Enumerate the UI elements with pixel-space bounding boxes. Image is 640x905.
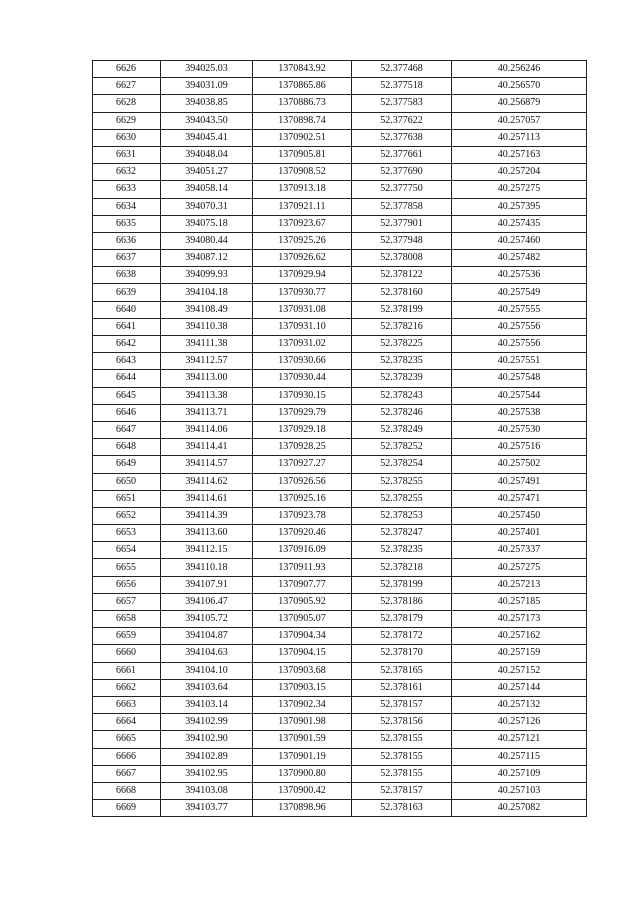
latitude-cell: 40.257213: [452, 576, 587, 593]
y-coordinate-cell: 1370904.34: [253, 628, 352, 645]
latitude-cell: 40.257159: [452, 645, 587, 662]
y-coordinate-cell: 1370904.15: [253, 645, 352, 662]
latitude-cell: 40.257132: [452, 696, 587, 713]
x-coordinate-cell: 394038.85: [161, 95, 253, 112]
y-coordinate-cell: 1370843.92: [253, 61, 352, 78]
longitude-cell: 52.378155: [352, 748, 452, 765]
y-coordinate-cell: 1370900.42: [253, 782, 352, 799]
table-row: [93, 112, 587, 129]
table-row: [93, 439, 587, 456]
longitude-cell: 52.378155: [352, 765, 452, 782]
point-number-cell: 6665: [93, 731, 161, 748]
table-row: [93, 370, 587, 387]
latitude-cell: 40.257401: [452, 525, 587, 542]
x-coordinate-cell: 394045.41: [161, 129, 253, 146]
y-coordinate-cell: 1370908.52: [253, 164, 352, 181]
longitude-cell: 52.378165: [352, 662, 452, 679]
y-coordinate-cell: 1370931.02: [253, 336, 352, 353]
table-row: [93, 421, 587, 438]
table-row: [93, 628, 587, 645]
table-row: [93, 593, 587, 610]
longitude-cell: 52.377690: [352, 164, 452, 181]
longitude-cell: 52.378216: [352, 318, 452, 335]
x-coordinate-cell: 394058.14: [161, 181, 253, 198]
x-coordinate-cell: 394112.15: [161, 542, 253, 559]
point-number-cell: 6634: [93, 198, 161, 215]
table-row: [93, 404, 587, 421]
x-coordinate-cell: 394111.38: [161, 336, 253, 353]
y-coordinate-cell: 1370905.92: [253, 593, 352, 610]
y-coordinate-cell: 1370929.18: [253, 421, 352, 438]
point-number-cell: 6648: [93, 439, 161, 456]
y-coordinate-cell: 1370926.56: [253, 473, 352, 490]
latitude-cell: 40.257556: [452, 318, 587, 335]
latitude-cell: 40.257275: [452, 559, 587, 576]
y-coordinate-cell: 1370930.66: [253, 353, 352, 370]
point-number-cell: 6666: [93, 748, 161, 765]
x-coordinate-cell: 394114.39: [161, 507, 253, 524]
y-coordinate-cell: 1370929.79: [253, 404, 352, 421]
point-number-cell: 6631: [93, 146, 161, 163]
table-row: [93, 645, 587, 662]
table-row: [93, 301, 587, 318]
longitude-cell: 52.378239: [352, 370, 452, 387]
latitude-cell: 40.257435: [452, 215, 587, 232]
y-coordinate-cell: 1370921.11: [253, 198, 352, 215]
latitude-cell: 40.257450: [452, 507, 587, 524]
x-coordinate-cell: 394103.08: [161, 782, 253, 799]
longitude-cell: 52.378247: [352, 525, 452, 542]
point-number-cell: 6650: [93, 473, 161, 490]
x-coordinate-cell: 394114.41: [161, 439, 253, 456]
latitude-cell: 40.257162: [452, 628, 587, 645]
longitude-cell: 52.377858: [352, 198, 452, 215]
y-coordinate-cell: 1370911.93: [253, 559, 352, 576]
latitude-cell: 40.257121: [452, 731, 587, 748]
latitude-cell: 40.257113: [452, 129, 587, 146]
y-coordinate-cell: 1370927.27: [253, 456, 352, 473]
y-coordinate-cell: 1370898.74: [253, 112, 352, 129]
longitude-cell: 52.377901: [352, 215, 452, 232]
y-coordinate-cell: 1370902.34: [253, 696, 352, 713]
x-coordinate-cell: 394104.18: [161, 284, 253, 301]
longitude-cell: 52.377518: [352, 78, 452, 95]
longitude-cell: 52.378255: [352, 473, 452, 490]
longitude-cell: 52.378252: [352, 439, 452, 456]
table-row: [93, 284, 587, 301]
latitude-cell: 40.257163: [452, 146, 587, 163]
x-coordinate-cell: 394112.57: [161, 353, 253, 370]
table-row: [93, 78, 587, 95]
table-row: [93, 714, 587, 731]
longitude-cell: 52.378243: [352, 387, 452, 404]
x-coordinate-cell: 394080.44: [161, 232, 253, 249]
longitude-cell: 52.377948: [352, 232, 452, 249]
latitude-cell: 40.257144: [452, 679, 587, 696]
point-number-cell: 6647: [93, 421, 161, 438]
point-number-cell: 6655: [93, 559, 161, 576]
table-row: [93, 387, 587, 404]
table-row: [93, 318, 587, 335]
x-coordinate-cell: 394110.38: [161, 318, 253, 335]
y-coordinate-cell: 1370900.80: [253, 765, 352, 782]
longitude-cell: 52.377750: [352, 181, 452, 198]
y-coordinate-cell: 1370901.98: [253, 714, 352, 731]
y-coordinate-cell: 1370865.86: [253, 78, 352, 95]
y-coordinate-cell: 1370931.10: [253, 318, 352, 335]
point-number-cell: 6669: [93, 800, 161, 817]
y-coordinate-cell: 1370903.68: [253, 662, 352, 679]
longitude-cell: 52.378186: [352, 593, 452, 610]
longitude-cell: 52.378163: [352, 800, 452, 817]
x-coordinate-cell: 394099.93: [161, 267, 253, 284]
point-number-cell: 6652: [93, 507, 161, 524]
latitude-cell: 40.257544: [452, 387, 587, 404]
latitude-cell: 40.257115: [452, 748, 587, 765]
latitude-cell: 40.257395: [452, 198, 587, 215]
longitude-cell: 52.378179: [352, 611, 452, 628]
table-row: [93, 129, 587, 146]
table-row: [93, 232, 587, 249]
table-row: [93, 198, 587, 215]
latitude-cell: 40.257126: [452, 714, 587, 731]
y-coordinate-cell: 1370930.44: [253, 370, 352, 387]
latitude-cell: 40.257502: [452, 456, 587, 473]
point-number-cell: 6638: [93, 267, 161, 284]
y-coordinate-cell: 1370931.08: [253, 301, 352, 318]
x-coordinate-cell: 394106.47: [161, 593, 253, 610]
point-number-cell: 6635: [93, 215, 161, 232]
longitude-cell: 52.378225: [352, 336, 452, 353]
longitude-cell: 52.378246: [352, 404, 452, 421]
point-number-cell: 6626: [93, 61, 161, 78]
y-coordinate-cell: 1370930.15: [253, 387, 352, 404]
longitude-cell: 52.377468: [352, 61, 452, 78]
x-coordinate-cell: 394051.27: [161, 164, 253, 181]
x-coordinate-cell: 394070.31: [161, 198, 253, 215]
y-coordinate-cell: 1370929.94: [253, 267, 352, 284]
point-number-cell: 6637: [93, 250, 161, 267]
x-coordinate-cell: 394114.62: [161, 473, 253, 490]
point-number-cell: 6667: [93, 765, 161, 782]
y-coordinate-cell: 1370925.16: [253, 490, 352, 507]
latitude-cell: 40.256570: [452, 78, 587, 95]
table-row: [93, 507, 587, 524]
y-coordinate-cell: 1370905.07: [253, 611, 352, 628]
x-coordinate-cell: 394104.63: [161, 645, 253, 662]
point-number-cell: 6641: [93, 318, 161, 335]
table-row: [93, 267, 587, 284]
table-row: [93, 559, 587, 576]
latitude-cell: 40.257555: [452, 301, 587, 318]
latitude-cell: 40.257538: [452, 404, 587, 421]
latitude-cell: 40.257109: [452, 765, 587, 782]
latitude-cell: 40.257275: [452, 181, 587, 198]
y-coordinate-cell: 1370928.25: [253, 439, 352, 456]
x-coordinate-cell: 394025.03: [161, 61, 253, 78]
table-row: [93, 215, 587, 232]
point-number-cell: 6649: [93, 456, 161, 473]
y-coordinate-cell: 1370886.73: [253, 95, 352, 112]
table-row: [93, 748, 587, 765]
x-coordinate-cell: 394103.64: [161, 679, 253, 696]
point-number-cell: 6632: [93, 164, 161, 181]
latitude-cell: 40.257204: [452, 164, 587, 181]
point-number-cell: 6639: [93, 284, 161, 301]
latitude-cell: 40.256246: [452, 61, 587, 78]
point-number-cell: 6668: [93, 782, 161, 799]
latitude-cell: 40.257471: [452, 490, 587, 507]
y-coordinate-cell: 1370898.96: [253, 800, 352, 817]
latitude-cell: 40.257548: [452, 370, 587, 387]
longitude-cell: 52.378008: [352, 250, 452, 267]
table-row: [93, 353, 587, 370]
y-coordinate-cell: 1370925.26: [253, 232, 352, 249]
latitude-cell: 40.257536: [452, 267, 587, 284]
point-number-cell: 6636: [93, 232, 161, 249]
x-coordinate-cell: 394105.72: [161, 611, 253, 628]
point-number-cell: 6644: [93, 370, 161, 387]
latitude-cell: 40.256879: [452, 95, 587, 112]
table-row: [93, 576, 587, 593]
longitude-cell: 52.378172: [352, 628, 452, 645]
table-row: [93, 611, 587, 628]
x-coordinate-cell: 394113.60: [161, 525, 253, 542]
x-coordinate-cell: 394113.00: [161, 370, 253, 387]
longitude-cell: 52.378235: [352, 353, 452, 370]
coordinates-table-body: [93, 61, 587, 817]
y-coordinate-cell: 1370903.15: [253, 679, 352, 696]
latitude-cell: 40.257549: [452, 284, 587, 301]
longitude-cell: 52.378155: [352, 731, 452, 748]
point-number-cell: 6664: [93, 714, 161, 731]
latitude-cell: 40.257491: [452, 473, 587, 490]
x-coordinate-cell: 394102.95: [161, 765, 253, 782]
y-coordinate-cell: 1370905.81: [253, 146, 352, 163]
y-coordinate-cell: 1370902.51: [253, 129, 352, 146]
longitude-cell: 52.377661: [352, 146, 452, 163]
x-coordinate-cell: 394104.10: [161, 662, 253, 679]
table-row: [93, 800, 587, 817]
x-coordinate-cell: 394043.50: [161, 112, 253, 129]
latitude-cell: 40.257082: [452, 800, 587, 817]
y-coordinate-cell: 1370923.67: [253, 215, 352, 232]
longitude-cell: 52.378161: [352, 679, 452, 696]
table-row: [93, 61, 587, 78]
latitude-cell: 40.257337: [452, 542, 587, 559]
table-row: [93, 95, 587, 112]
latitude-cell: 40.257173: [452, 611, 587, 628]
x-coordinate-cell: 394102.99: [161, 714, 253, 731]
point-number-cell: 6627: [93, 78, 161, 95]
latitude-cell: 40.257460: [452, 232, 587, 249]
y-coordinate-cell: 1370901.19: [253, 748, 352, 765]
latitude-cell: 40.257556: [452, 336, 587, 353]
point-number-cell: 6646: [93, 404, 161, 421]
x-coordinate-cell: 394102.90: [161, 731, 253, 748]
x-coordinate-cell: 394103.14: [161, 696, 253, 713]
table-row: [93, 525, 587, 542]
longitude-cell: 52.378157: [352, 782, 452, 799]
longitude-cell: 52.377638: [352, 129, 452, 146]
table-row: [93, 473, 587, 490]
y-coordinate-cell: 1370920.46: [253, 525, 352, 542]
y-coordinate-cell: 1370923.78: [253, 507, 352, 524]
x-coordinate-cell: 394113.38: [161, 387, 253, 404]
latitude-cell: 40.257516: [452, 439, 587, 456]
table-row: [93, 696, 587, 713]
point-number-cell: 6628: [93, 95, 161, 112]
point-number-cell: 6654: [93, 542, 161, 559]
point-number-cell: 6643: [93, 353, 161, 370]
y-coordinate-cell: 1370930.77: [253, 284, 352, 301]
longitude-cell: 52.377622: [352, 112, 452, 129]
longitude-cell: 52.378156: [352, 714, 452, 731]
longitude-cell: 52.378199: [352, 576, 452, 593]
point-number-cell: 6662: [93, 679, 161, 696]
table-row: [93, 250, 587, 267]
table-row: [93, 336, 587, 353]
point-number-cell: 6657: [93, 593, 161, 610]
latitude-cell: 40.257482: [452, 250, 587, 267]
latitude-cell: 40.257103: [452, 782, 587, 799]
x-coordinate-cell: 394103.77: [161, 800, 253, 817]
table-row: [93, 679, 587, 696]
point-number-cell: 6660: [93, 645, 161, 662]
x-coordinate-cell: 394104.87: [161, 628, 253, 645]
point-number-cell: 6663: [93, 696, 161, 713]
x-coordinate-cell: 394031.09: [161, 78, 253, 95]
x-coordinate-cell: 394110.18: [161, 559, 253, 576]
latitude-cell: 40.257185: [452, 593, 587, 610]
point-number-cell: 6630: [93, 129, 161, 146]
table-row: [93, 456, 587, 473]
x-coordinate-cell: 394113.71: [161, 404, 253, 421]
point-number-cell: 6659: [93, 628, 161, 645]
y-coordinate-cell: 1370907.77: [253, 576, 352, 593]
latitude-cell: 40.257551: [452, 353, 587, 370]
longitude-cell: 52.378249: [352, 421, 452, 438]
point-number-cell: 6640: [93, 301, 161, 318]
longitude-cell: 52.378199: [352, 301, 452, 318]
y-coordinate-cell: 1370913.18: [253, 181, 352, 198]
latitude-cell: 40.257530: [452, 421, 587, 438]
table-row: [93, 542, 587, 559]
table-row: [93, 490, 587, 507]
point-number-cell: 6642: [93, 336, 161, 353]
table-row: [93, 782, 587, 799]
x-coordinate-cell: 394087.12: [161, 250, 253, 267]
table-row: [93, 146, 587, 163]
point-number-cell: 6645: [93, 387, 161, 404]
x-coordinate-cell: 394048.04: [161, 146, 253, 163]
y-coordinate-cell: 1370916.09: [253, 542, 352, 559]
table-row: [93, 731, 587, 748]
point-number-cell: 6656: [93, 576, 161, 593]
longitude-cell: 52.378218: [352, 559, 452, 576]
table-row: [93, 662, 587, 679]
longitude-cell: 52.377583: [352, 95, 452, 112]
point-number-cell: 6658: [93, 611, 161, 628]
x-coordinate-cell: 394114.06: [161, 421, 253, 438]
point-number-cell: 6653: [93, 525, 161, 542]
longitude-cell: 52.378157: [352, 696, 452, 713]
coordinates-table: [92, 60, 587, 817]
longitude-cell: 52.378253: [352, 507, 452, 524]
longitude-cell: 52.378122: [352, 267, 452, 284]
table-row: [93, 181, 587, 198]
x-coordinate-cell: 394075.18: [161, 215, 253, 232]
latitude-cell: 40.257057: [452, 112, 587, 129]
point-number-cell: 6651: [93, 490, 161, 507]
point-number-cell: 6633: [93, 181, 161, 198]
latitude-cell: 40.257152: [452, 662, 587, 679]
longitude-cell: 52.378254: [352, 456, 452, 473]
x-coordinate-cell: 394114.57: [161, 456, 253, 473]
longitude-cell: 52.378235: [352, 542, 452, 559]
x-coordinate-cell: 394102.89: [161, 748, 253, 765]
point-number-cell: 6629: [93, 112, 161, 129]
x-coordinate-cell: 394114.61: [161, 490, 253, 507]
x-coordinate-cell: 394107.91: [161, 576, 253, 593]
longitude-cell: 52.378160: [352, 284, 452, 301]
longitude-cell: 52.378170: [352, 645, 452, 662]
longitude-cell: 52.378255: [352, 490, 452, 507]
point-number-cell: 6661: [93, 662, 161, 679]
y-coordinate-cell: 1370926.62: [253, 250, 352, 267]
y-coordinate-cell: 1370901.59: [253, 731, 352, 748]
x-coordinate-cell: 394108.49: [161, 301, 253, 318]
table-row: [93, 765, 587, 782]
table-row: [93, 164, 587, 181]
